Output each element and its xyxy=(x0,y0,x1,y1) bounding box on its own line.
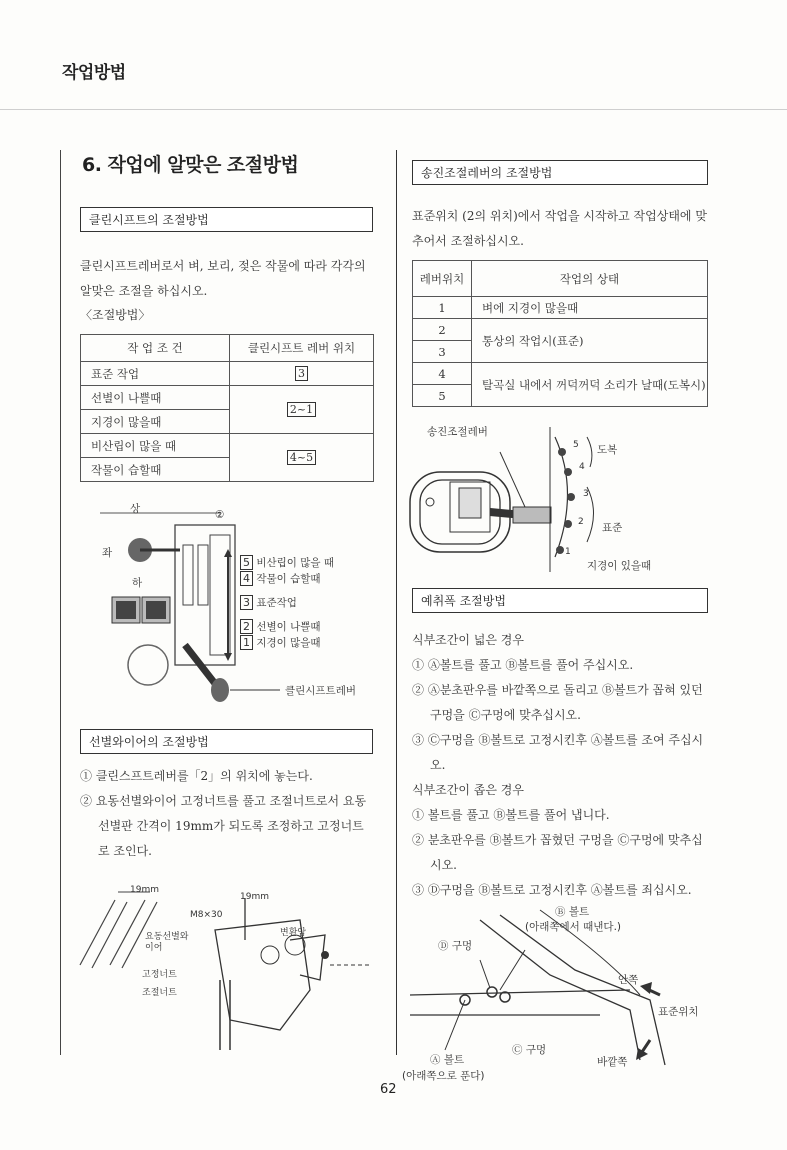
bolt-label: M8×30 xyxy=(190,910,223,920)
position-labels xyxy=(240,555,334,651)
lock-nut-label: 고정너트 xyxy=(142,970,177,980)
bolt-a-label: Ⓐ 볼트 xyxy=(430,1054,465,1066)
feed-table xyxy=(412,260,708,407)
table-cell: 4 xyxy=(413,363,472,385)
inside-label: 안쪽 xyxy=(618,974,639,986)
list-item: ② 분초판우를 Ⓑ볼트가 꼽혔던 구멍을 Ⓒ구멍에 맞추십시오. xyxy=(412,833,703,872)
position-text: 선별이 나쁠때 xyxy=(256,621,321,633)
dim-label-1: 19mm xyxy=(130,885,159,895)
diagram-label-low: 하 xyxy=(132,577,143,589)
outside-label: 바깥쪽 xyxy=(597,1056,628,1068)
feed-heading: 송진조절레버의 조절방법 xyxy=(412,160,708,185)
tick-label: 3 xyxy=(583,489,589,499)
position-number: 5 xyxy=(240,555,253,570)
table-cell: 선별이 나쁠때 xyxy=(81,386,230,410)
position-label xyxy=(240,555,334,571)
position-label xyxy=(240,635,334,651)
position-label xyxy=(240,595,334,611)
header-divider xyxy=(0,109,787,110)
table-cell: 3 xyxy=(413,341,472,363)
position-number: 2 xyxy=(240,619,253,634)
table-cell: 5 xyxy=(413,385,472,407)
hole-d-label: Ⓓ 구멍 xyxy=(438,940,473,952)
lodge-label: 도복 xyxy=(597,444,618,456)
adjust-nut-label: 조절너트 xyxy=(142,988,177,998)
table-cell xyxy=(230,386,374,434)
table-cell: 1 xyxy=(413,297,472,319)
wire-illustration xyxy=(70,880,390,1060)
tick-label: 5 xyxy=(573,440,579,450)
diagram-label-left: 좌 xyxy=(102,547,113,559)
bolt-b-label: Ⓑ 볼트 xyxy=(555,906,590,918)
list-item: ① 클린스프트레버를「2」의 위치에 놓는다. xyxy=(80,769,313,783)
feed-lever-label: 송진조절레버 xyxy=(427,426,488,438)
straw-label: 지경이 있을때 xyxy=(587,560,652,572)
page-header: 작업방법 xyxy=(62,63,126,83)
clean-shift-table xyxy=(80,334,374,482)
list-item: ③ Ⓒ구멍을 Ⓑ볼트로 고정시킨후 Ⓐ볼트를 조여 주십시오. xyxy=(412,733,704,772)
list-item: ② Ⓐ분초판우를 바깥쪽으로 돌리고 Ⓑ볼트가 꼽혀 있던 구멍을 Ⓒ구멍에 맞추십시오. xyxy=(412,683,703,722)
blade-instructions xyxy=(412,628,712,903)
rotator-label: 변환암 xyxy=(280,928,307,938)
bolt-b-note: (아래쪽에서 때낸다.) xyxy=(525,921,622,933)
list-item: ② 요동선별와이어 고정너트를 풀고 조절너트로서 요동선별판 간격이 19mm가 되도록 조정하고 고정너트로 조인다. xyxy=(80,794,367,858)
table-cell xyxy=(230,434,374,482)
table-cell: 지경이 많을때 xyxy=(81,410,230,434)
position-text: 표준작업 xyxy=(256,597,297,609)
table-header: 작업의 상태 xyxy=(472,261,708,297)
column-divider xyxy=(396,150,397,1055)
diagram-label-top: 상 xyxy=(130,503,141,515)
list-item: ③ Ⓓ구멍을 Ⓑ볼트로 고정시킨후 Ⓐ볼트를 죄십시오. xyxy=(412,883,692,897)
section-title: 6. 작업에 알맞은 조절방법 xyxy=(82,154,299,176)
feed-lever-diagram xyxy=(405,422,705,577)
feed-paragraph: 표준위치 (2의 위치)에서 작업을 시작하고 작업상태에 맞추어서 조절하십시오. xyxy=(412,209,707,248)
wide-title: 식부조간이 넓은 경우 xyxy=(412,633,524,647)
blade-diagram xyxy=(400,900,710,1085)
dim-label-2: 19mm xyxy=(240,892,269,902)
table-cell: 표준 작업 xyxy=(81,362,230,386)
blade-heading: 예취폭 조절방법 xyxy=(412,588,708,613)
clean-shift-diagram xyxy=(80,505,380,715)
wire-heading: 선별와이어의 조절방법 xyxy=(80,729,373,754)
table-cell: 작물이 습할때 xyxy=(81,458,230,482)
position-number: 3 xyxy=(240,595,253,610)
position-label xyxy=(240,619,334,635)
wire-diagram xyxy=(70,880,390,1060)
lever-position: 4~5 xyxy=(287,450,316,465)
feed-lever-illustration xyxy=(405,422,705,577)
tick-label: 2 xyxy=(578,517,584,527)
list-item: ① Ⓐ볼트를 풀고 Ⓑ볼트를 풀어 주십시오. xyxy=(412,658,634,672)
lever-position: 3 xyxy=(295,366,308,381)
table-cell: 탈곡실 내에서 꺼덕꺼덕 소리가 날때(도복시) xyxy=(472,363,708,407)
position-text: 비산립이 많을 때 xyxy=(256,557,335,569)
wire-label: 요동선별와이어 xyxy=(145,932,189,953)
table-cell xyxy=(230,362,374,386)
hole-c-label: Ⓒ 구멍 xyxy=(512,1044,547,1056)
standard-position-label: 표준위치 xyxy=(658,1006,699,1018)
position-number: 1 xyxy=(240,635,253,650)
table-cell: 2 xyxy=(413,319,472,341)
standard-label: 표준 xyxy=(602,522,623,534)
clean-shift-paragraph: 클린시프트레버로서 벼, 보리, 젖은 작물에 따라 각각의 알맞은 조절을 하십시오. xyxy=(80,259,366,298)
diagram-label-circle: ② xyxy=(215,509,225,521)
table-header: 작 업 조 건 xyxy=(81,335,230,362)
table-header: 클린시프트 레버 위치 xyxy=(230,335,374,362)
list-item: ① 볼트를 풀고 Ⓑ볼트를 풀어 냅니다. xyxy=(412,808,610,822)
bolt-a-note: (아래쪽으로 푼다) xyxy=(402,1070,485,1082)
position-number: 4 xyxy=(240,571,253,586)
position-text: 작물이 습할때 xyxy=(256,573,321,585)
table-header: 레버위치 xyxy=(413,261,472,297)
page-number: 62 xyxy=(380,1082,397,1097)
table-cell: 통상의 작업시(표준) xyxy=(472,319,708,363)
wire-instructions xyxy=(80,764,375,864)
tick-label: 4 xyxy=(579,462,585,472)
lever-label: 클린시프트레버 xyxy=(285,685,357,697)
table-cell: 비산립이 많을 때 xyxy=(81,434,230,458)
position-text: 지경이 많을때 xyxy=(256,637,321,649)
narrow-title: 식부조간이 좁은 경우 xyxy=(412,783,524,797)
left-margin-rule xyxy=(60,150,61,1055)
clean-shift-heading: 클린시프트의 조절방법 xyxy=(80,207,373,232)
lever-position: 2~1 xyxy=(287,402,316,417)
position-label xyxy=(240,571,334,587)
table-cell: 벼에 지경이 많을때 xyxy=(472,297,708,319)
clean-shift-subheading: 〈조절방법〉 xyxy=(80,308,151,322)
tick-label: 1 xyxy=(565,547,571,557)
